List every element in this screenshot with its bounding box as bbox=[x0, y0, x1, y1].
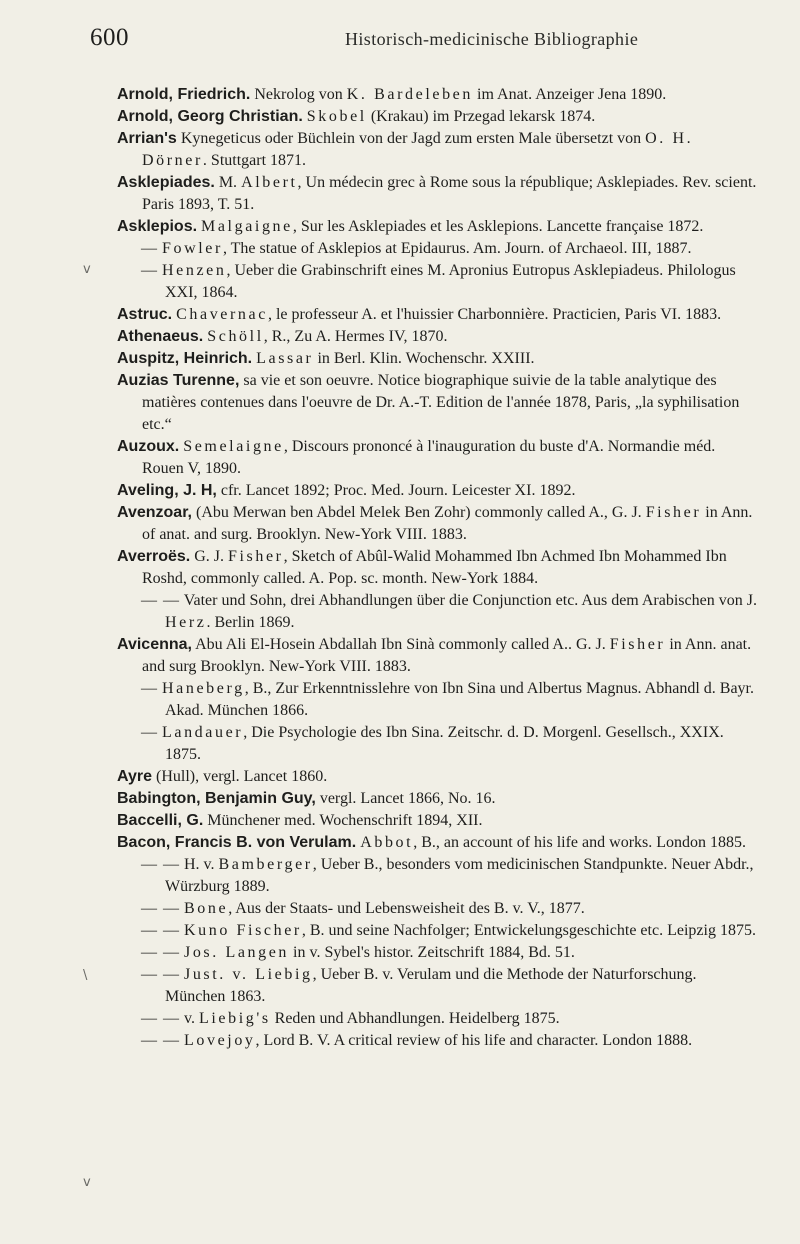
entry-author: Fisher bbox=[609, 636, 666, 653]
entry-text: in Berl. Klin. Wochenschr. XXIII. bbox=[313, 350, 535, 367]
bibliography-entry bbox=[117, 964, 757, 1008]
entry-author: Just. v. Liebig bbox=[184, 966, 313, 983]
bibliography-entry bbox=[117, 238, 757, 260]
entry-headword: Baccelli, G. bbox=[117, 812, 204, 829]
entry-text: cfr. Lancet 1892; Proc. Med. Journ. Leicester XI. 1892. bbox=[216, 482, 576, 499]
entry-author: Albert bbox=[241, 174, 298, 191]
bibliography-entry bbox=[117, 216, 757, 238]
running-title: Historisch-medicinische Bibliographie bbox=[345, 29, 639, 49]
entry-text: (Krakau) im Przegad lekarsk 1874. bbox=[366, 108, 596, 125]
entry-author: Kuno Fischer bbox=[184, 922, 302, 939]
bibliography-entry bbox=[117, 1030, 757, 1052]
entry-author: K. Bardeleben bbox=[346, 86, 473, 103]
entry-headword: Babington, Benjamin Guy, bbox=[117, 790, 316, 807]
entry-headword: Arrian's bbox=[117, 130, 177, 147]
entry-headword: Auzoux. bbox=[117, 438, 180, 455]
margin-check-mark: \ bbox=[83, 968, 88, 983]
entry-text: in Ann. of anat. and surg. Brooklyn. New-York VIII. 1883. bbox=[142, 504, 757, 543]
ditto-dash: — — bbox=[141, 592, 180, 609]
entry-headword: Ayre bbox=[117, 768, 152, 785]
entry-text: , The statue of Asklepios at Epidaurus. Am. Journ. of Archaeol. III, 1887. bbox=[222, 240, 692, 257]
entry-author: Bamberger bbox=[218, 856, 313, 873]
ditto-dash: — — bbox=[141, 900, 180, 917]
entry-text: , le professeur A. et l'huissier Charbonnière. Practicien, Paris VI. 1883. bbox=[267, 306, 722, 323]
ditto-dash: — bbox=[141, 680, 158, 697]
bibliography-entry bbox=[117, 436, 757, 480]
entry-headword: Avenzoar, bbox=[117, 504, 192, 521]
bibliography-entry bbox=[117, 634, 757, 678]
entry-text: Abu Ali El-Hosein Abdallah Ibn Sinà commonly called A.. G. J. bbox=[192, 636, 610, 653]
bibliography-entry bbox=[117, 260, 757, 304]
entry-author: Malgaigne bbox=[201, 218, 293, 235]
bibliography-entry bbox=[117, 920, 757, 942]
ditto-dash: — bbox=[141, 262, 158, 279]
entry-headword: Athenaeus. bbox=[117, 328, 204, 345]
entry-text: Kynegeticus oder Büchlein von der Jagd zum ersten Male übersetzt von bbox=[176, 130, 646, 147]
entry-text: v. bbox=[180, 1010, 199, 1027]
entry-text: in Ann. anat. and surg Brooklyn. New-York VIII. 1883. bbox=[142, 636, 756, 675]
bibliography-entry bbox=[117, 898, 757, 920]
entry-text: G. J. bbox=[190, 548, 229, 565]
entry-author: Fisher bbox=[645, 504, 702, 521]
entry-text: , Ueber B. v. Verulam und die Methode der Naturforschung. München 1863. bbox=[165, 966, 701, 1005]
ditto-dash: — bbox=[141, 724, 158, 741]
bibliography-entry bbox=[117, 766, 757, 788]
bibliography-entry bbox=[117, 106, 757, 128]
bibliography-entry bbox=[117, 326, 757, 348]
entry-author: Chavernac bbox=[176, 306, 268, 323]
entry-author: Schöll bbox=[207, 328, 264, 345]
bibliography-entry bbox=[117, 480, 757, 502]
entry-text: , Ueber B., besonders vom medicinischen Standpunkte. Neuer Abdr., Würzburg 1889. bbox=[165, 856, 758, 895]
entry-author: Skobel bbox=[306, 108, 367, 125]
entry-text: in v. Sybel's histor. Zeitschrift 1884, Bd. 51. bbox=[289, 944, 575, 961]
entry-text: , Lord B. V. A critical review of his life and character. London 1888. bbox=[255, 1032, 693, 1049]
ditto-dash: — — bbox=[141, 1010, 180, 1027]
ditto-dash: — bbox=[141, 240, 158, 257]
entry-headword: Arnold, Georg Christian. bbox=[117, 108, 303, 125]
ditto-dash: — — bbox=[141, 944, 180, 961]
entry-author: Bone bbox=[184, 900, 229, 917]
entry-text: , Die Psychologie des Ibn Sina. Zeitschr. d. D. Morgenl. Gesellsch., XXIX. 1875. bbox=[165, 724, 728, 763]
entry-headword: Asklepios. bbox=[117, 218, 198, 235]
entry-text: Münchener med. Wochenschrift 1894, XII. bbox=[203, 812, 483, 829]
bibliography-entry bbox=[117, 942, 757, 964]
entry-author: Fisher bbox=[228, 548, 284, 565]
entry-text: , B., an account of his life and works. London 1885. bbox=[413, 834, 747, 851]
entry-text: im Anat. Anzeiger Jena 1890. bbox=[473, 86, 667, 103]
entry-text: , B. und seine Nachfolger; Entwickelungsgeschichte etc. Leipzig 1875. bbox=[301, 922, 756, 939]
bibliography-entry bbox=[117, 678, 757, 722]
entry-author: Haneberg bbox=[162, 680, 245, 697]
entry-headword: Asklepiades. bbox=[117, 174, 215, 191]
entry-author: Henzen bbox=[162, 262, 227, 279]
bibliography-entry bbox=[117, 722, 757, 766]
bibliography-entry bbox=[117, 788, 757, 810]
entry-text: sa vie et son oeuvre. Notice biographique suivie de la table analytique des matières contenues dans l'oeuvre de Dr. A.-T. Edition de l'année 1878, Paris, „la syphilisation etc.“ bbox=[142, 372, 744, 433]
bibliography-entries bbox=[117, 84, 761, 1052]
entry-author: Jos. Langen bbox=[184, 944, 290, 961]
entry-text: , Discours prononcé à l'inauguration du buste d'A. Normandie méd. Rouen V, 1890. bbox=[142, 438, 720, 477]
entry-text: Nekrolog von bbox=[250, 86, 347, 103]
entry-text: Reden und Abhandlungen. Heidelberg 1875. bbox=[270, 1010, 560, 1027]
ditto-dash: — — bbox=[141, 1032, 180, 1049]
page-number: 600 bbox=[90, 24, 129, 51]
entry-headword: Arnold, Friedrich. bbox=[117, 86, 251, 103]
entry-text: , Sketch of Abûl-Walid Mohammed Ibn Achmed Ibn Mohammed Ibn Roshd, commonly called. A. Pop. sc. month. New-York 1884. bbox=[142, 548, 731, 587]
entry-headword: Averroës. bbox=[117, 548, 191, 565]
entry-text: (Hull), vergl. Lancet 1860. bbox=[151, 768, 328, 785]
bibliography-entry bbox=[117, 370, 757, 436]
entry-text: . Berlin 1869. bbox=[206, 614, 295, 631]
running-head bbox=[90, 20, 690, 60]
entry-text: vergl. Lancet 1866, No. 16. bbox=[315, 790, 496, 807]
entry-text: H. v. bbox=[180, 856, 219, 873]
entry-text: , B., Zur Erkenntnisslehre von Ibn Sina und Albertus Magnus. Abhandl d. Bayr. Akad. München 1866. bbox=[165, 680, 758, 719]
bibliography-entry bbox=[117, 590, 761, 634]
entry-author: Semelaigne bbox=[183, 438, 284, 455]
entry-headword: Auzias Turenne, bbox=[117, 372, 240, 389]
margin-check-mark: v bbox=[83, 1175, 91, 1190]
bibliography-entry bbox=[117, 502, 757, 546]
entry-text: , Aus der Staats- und Lebensweisheit des B. v. V., 1877. bbox=[228, 900, 585, 917]
bibliography-entry bbox=[117, 348, 757, 370]
entry-author: Lovejoy bbox=[184, 1032, 256, 1049]
entry-text: , R., Zu A. Hermes IV, 1870. bbox=[263, 328, 448, 345]
entry-headword: Bacon, Francis B. von Verulam. bbox=[117, 834, 357, 851]
bibliography-entry bbox=[117, 854, 757, 898]
bibliography-entry bbox=[117, 546, 757, 590]
entry-author: O. H. Dörner bbox=[142, 130, 700, 169]
entry-author: Abbot bbox=[360, 834, 414, 851]
entry-text: (Abu Merwan ben Abdel Melek Ben Zohr) commonly called A., G. J. bbox=[192, 504, 646, 521]
entry-author: Landauer bbox=[162, 724, 244, 741]
entry-text: Vater und Sohn, drei Abhandlungen über die Conjunction etc. Aus dem Arabischen von J. bbox=[180, 592, 761, 609]
entry-author: Herz bbox=[165, 614, 207, 631]
bibliography-entry bbox=[117, 172, 761, 216]
entry-author: Lassar bbox=[256, 350, 314, 367]
entry-author: Fowler bbox=[162, 240, 223, 257]
entry-author: Liebig's bbox=[198, 1010, 271, 1027]
bibliography-entry bbox=[117, 1008, 757, 1030]
entry-headword: Auspitz, Heinrich. bbox=[117, 350, 253, 367]
ditto-dash: — — bbox=[141, 922, 180, 939]
entry-text: , Un médecin grec à Rome sous la république; Asklepiades. Rev. scient. Paris 1893, T. 51. bbox=[142, 174, 761, 213]
entry-headword: Aveling, J. H, bbox=[117, 482, 217, 499]
entry-headword: Avicenna, bbox=[117, 636, 192, 653]
margin-check-mark: v bbox=[83, 262, 91, 277]
bibliography-entry bbox=[117, 810, 757, 832]
entry-text: . Stuttgart 1871. bbox=[202, 152, 307, 169]
entry-text: , Ueber die Grabinschrift eines M. Apronius Eutropus Asklepiadeus. Philologus XXI, 1864. bbox=[165, 262, 740, 301]
entry-text: M. bbox=[214, 174, 242, 191]
bibliography-entry bbox=[117, 84, 757, 106]
ditto-dash: — — bbox=[141, 966, 180, 983]
bibliography-entry bbox=[117, 832, 757, 854]
ditto-dash: — — bbox=[141, 856, 180, 873]
bibliography-entry bbox=[117, 304, 757, 326]
entry-text: , Sur les Asklepiades et les Asklepions. Lancette française 1872. bbox=[292, 218, 704, 235]
bibliography-entry bbox=[117, 128, 757, 172]
entry-headword: Astruc. bbox=[117, 306, 173, 323]
